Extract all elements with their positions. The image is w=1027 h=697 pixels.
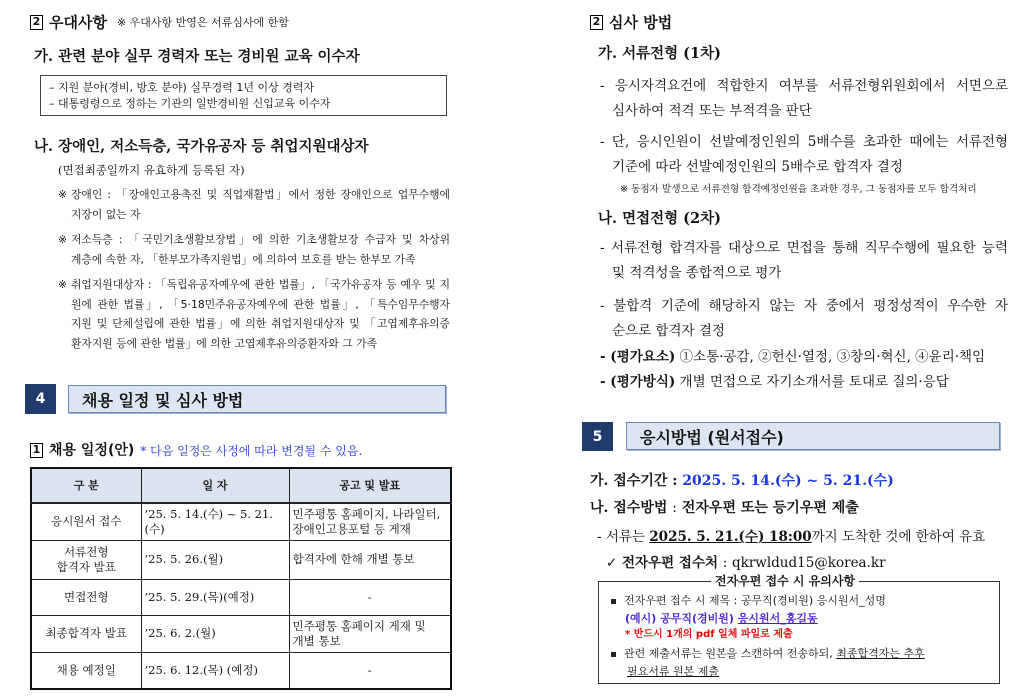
preferences-note: ※ 우대사항 반영은 서류심사에 한함 [116, 15, 289, 29]
example-name: 응시원서_홍길동 [737, 612, 818, 625]
note-line: 지장이 없는 자 [71, 207, 141, 221]
date-cell: ’25. 5. 14.(수) ~ 5. 21.(수) [141, 503, 289, 540]
notice-cell [289, 579, 451, 615]
evaluation-criteria-text: ①소통·공감, ②헌신·열정, ③창의·혁신, ④윤리·책임 [679, 349, 986, 365]
interview-para-1 [600, 236, 1008, 286]
note-line: 지원 및 단체설립에 관한 법률」에 의한 취업지원대상자 및 「고엽제후유의증 [71, 317, 450, 330]
notice-cell [289, 503, 451, 540]
notice-cell [289, 652, 451, 689]
note-line: 취업지원대상자 : 「독립유공자예우에 관한 법률」, 「국가유공자 등 예우 및 지 [71, 278, 450, 291]
note-line: 원에 관한 법률」, 「5·18민주유공자예우에 관한 법률」, 「특수임무수행자 [71, 297, 450, 311]
square-bullet-icon [611, 599, 616, 604]
notice-line: - [367, 589, 372, 604]
table-row [31, 540, 451, 579]
notice-example [625, 611, 818, 627]
employment-support-heading: 나. 장애인, 저소득층, 국가유공자 등 취업지원대상자 [34, 138, 369, 155]
check-icon [606, 552, 622, 574]
section-5-number: 5 [582, 422, 613, 451]
email-separator: : [722, 555, 728, 571]
notice-box-title: 전자우편 접수 시 유의사항 [711, 573, 859, 589]
evaluation-method-label: - (평가방식) [600, 374, 676, 390]
evaluation-criteria-label: - (평가요소) [600, 349, 676, 365]
application-deadline [597, 526, 985, 548]
experience-heading: 가. 관련 분야 실무 경력자 또는 경비원 교육 이수자 [34, 48, 360, 65]
notice-line: 민주평통 홈페이지, 나라일터, [292, 506, 441, 521]
preferences-number-badge: 2 [30, 15, 43, 30]
category-line: 응시원서 접수 [51, 514, 122, 529]
tie-score-note: ※ 동점자 발생으로 서류전형 합격예정인원을 초과한 경우, 그 동점자를 모두 합격처리 [620, 184, 977, 195]
notice-line: - [367, 662, 372, 677]
email-notice-box [598, 574, 1000, 684]
category-line: 서류전형 [64, 544, 109, 559]
note-marker: ※ [58, 188, 68, 201]
notice-subject-text: 전자우편 접수 시 제목 : 공무직(경비원) 응시원서_성명 [624, 594, 886, 607]
originals-underlined-continued: 필요서류 원본 제출 [627, 665, 720, 678]
requirement-line: – 지원 분야(경비, 방호 분야) 실무경력 1년 이상 경력자 [49, 81, 315, 94]
notice-cell [289, 540, 451, 579]
note-low-income [58, 230, 450, 269]
category-line: 채용 예정일 [56, 662, 116, 677]
originals-text: 관련 제출서류는 원본을 스캔하여 전송하되, [624, 647, 837, 660]
originals-underlined: 최종합격자는 추후 [836, 647, 925, 660]
column-header-date: 일 자 [141, 468, 289, 503]
section-5-title: 응시방법 (원서접수) [626, 422, 1000, 450]
application-period-label: 가. 접수기간 : [590, 473, 678, 489]
example-prefix: (예시) 공무직(경비원) [625, 612, 738, 625]
table-header-row [31, 468, 451, 503]
category-cell [31, 579, 141, 615]
evaluation-method-text: 개별 면접으로 자기소개서를 토대로 질의·응답 [679, 374, 949, 390]
review-title: 심사 방법 [609, 13, 673, 32]
document-screening-para-1 [600, 74, 1008, 124]
document-screening-para-2 [600, 130, 1008, 180]
notice-line: 합격자에 한해 개별 통보 [292, 552, 415, 566]
evaluation-criteria [600, 345, 1008, 370]
para-line: - 응시자격요건에 적합한지 여부를 서류전형위원회에서 서면으로 [600, 78, 1008, 94]
deadline-datetime: 2025. 5. 21.(수) 18:00 [649, 529, 812, 545]
note-line: 환자지원 등에 관한 법률」에 의한 고엽제후유의증환자와 그 가족 [71, 336, 377, 350]
deadline-suffix: 까지 도착한 것에 한하여 유효 [811, 529, 986, 545]
note-employment-support-target [58, 275, 450, 353]
note-line: 계층에 속한 자, 「한부모가족지원법」에 의하여 보호를 받는 한부모 가족 [71, 252, 416, 266]
section-4-number: 4 [25, 384, 56, 414]
notice-line: 개별 통보 [292, 633, 341, 648]
notice-line: 민주평통 홈페이지 게재 및 [292, 618, 426, 633]
review-number-badge: 2 [590, 15, 603, 30]
schedule-note: * 다음 일정은 사정에 따라 변경될 수 있음. [140, 443, 363, 458]
preferences-title: 우대사항 [49, 13, 107, 32]
notice-originals-item [611, 646, 925, 662]
notice-line: 장애인고용포털 등 게재 [292, 521, 411, 536]
category-cell [31, 503, 141, 540]
para-line: - 단, 응시인원이 선발예정인원의 5배수를 초과한 때에는 서류전형 [600, 134, 1008, 150]
para-line: 심사하여 적격 또는 부적격을 판단 [612, 103, 812, 119]
column-header-notice: 공고 및 발표 [289, 468, 451, 503]
eligibility-notes [58, 185, 450, 359]
note-marker: ※ [58, 233, 68, 246]
category-line: 면접전형 [64, 589, 109, 604]
application-method-label: 나. 접수방법 [590, 500, 668, 516]
date-cell: ’25. 5. 29.(목)(예정) [141, 579, 289, 615]
table-row [31, 503, 451, 540]
notice-warning: * 반드시 1개의 pdf 일체 파일로 제출 [625, 629, 793, 640]
category-cell [31, 540, 141, 579]
para-line: 및 적격성을 종합적으로 평가 [612, 265, 782, 281]
experience-requirements-box [40, 75, 447, 116]
email-label: 전자우편 접수처 [622, 555, 718, 571]
document-screening-heading: 가. 서류전형 (1차) [598, 45, 721, 62]
preferences-header [30, 12, 289, 32]
registration-condition: (면접최종일까지 유효하게 등록된 자) [58, 163, 245, 177]
schedule-header [30, 440, 362, 460]
interview-heading: 나. 면접전형 (2차) [598, 210, 721, 227]
category-cell [31, 615, 141, 652]
notice-cell [289, 615, 451, 652]
table-row [31, 615, 451, 652]
evaluation-criteria-line [600, 345, 1008, 370]
section-4-title: 채용 일정 및 심사 방법 [68, 385, 446, 413]
table-row [31, 579, 451, 615]
note-marker: ※ [58, 278, 68, 291]
para-line: - 서류전형 합격자를 대상으로 면접을 통해 직무수행에 필요한 능력 [600, 240, 1008, 256]
date-cell: ’25. 6. 2.(월) [141, 615, 289, 652]
deadline-prefix: - 서류는 [597, 529, 650, 545]
para-line: 순으로 합격자 결정 [612, 323, 725, 339]
email-submission [606, 552, 886, 574]
date-cell: ’25. 5. 26.(월) [141, 540, 289, 579]
schedule-table [30, 467, 452, 690]
date-cell: ’25. 6. 12.(목) (예정) [141, 652, 289, 689]
column-header-category: 구 분 [31, 468, 141, 503]
note-disabled [58, 185, 450, 224]
evaluation-method-line [600, 370, 1008, 395]
application-method-separator: : [672, 500, 677, 516]
para-line: 기준에 따라 선발예정인원의 5배수로 합격자 결정 [612, 159, 903, 175]
application-method [590, 497, 859, 519]
category-line: 최종합격자 발표 [45, 626, 127, 640]
interview-para-2 [600, 294, 1008, 344]
category-line: 합격자 발표 [56, 559, 116, 574]
para-line: - 불합격 기준에 해당하지 않는 자 중에서 평정성적이 우수한 자 [600, 298, 1008, 314]
note-line: 장애인 : 「장애인고용촉진 및 직업재활법」에서 정한 장애인으로 업무수행에 [71, 188, 450, 201]
category-cell [31, 652, 141, 689]
application-period [590, 470, 894, 492]
requirement-line: – 대통령령으로 정하는 기관의 일반경비원 신입교육 이수자 [49, 97, 331, 110]
table-row [31, 652, 451, 689]
schedule-title: 채용 일정(안) [49, 442, 135, 459]
notice-subject-item [611, 593, 886, 609]
square-bullet-icon [611, 652, 616, 657]
application-method-value: 전자우편 또는 등기우편 제출 [681, 500, 859, 516]
review-header [590, 12, 672, 32]
application-period-value: 2025. 5. 14.(수) ~ 5. 21.(수) [682, 473, 894, 489]
note-line: 저소득층 : 「국민기초생활보장법」에 의한 기초생활보장 수급자 및 차상위 [71, 233, 450, 246]
email-address: qkrwldud15@korea.kr [732, 555, 886, 571]
evaluation-method [600, 370, 1008, 395]
schedule-number-badge: 1 [30, 443, 43, 458]
